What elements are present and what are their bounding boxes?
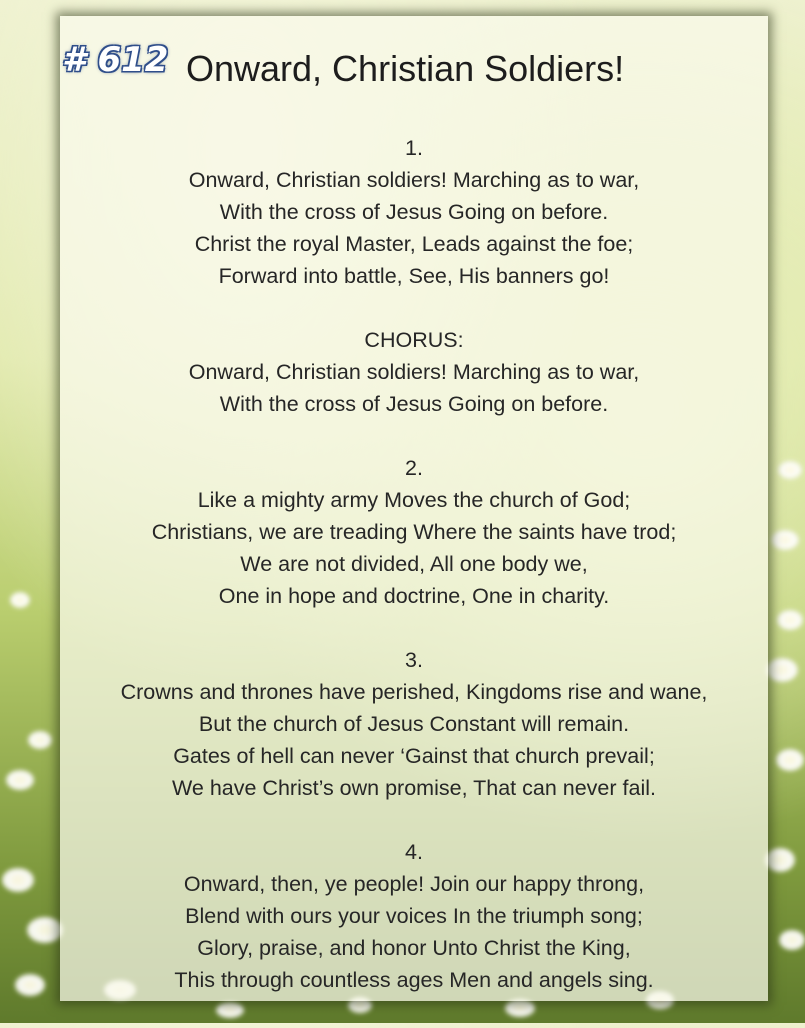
lyric-line: Gates of hell can never ‘Gainst that church prevail; (173, 744, 655, 768)
lyric-line: Onward, then, ye people! Join our happy throng, (183, 872, 645, 896)
hymn-number: # 612 (62, 40, 169, 80)
stanza-label: 2. (405, 456, 423, 480)
lyric-line: Onward, Christian soldiers! Marching as to war, (188, 360, 640, 384)
stanza-3 (60, 644, 768, 804)
lyric-line: This through countless ages Men and angels sing. (174, 968, 654, 992)
lyric-line: With the cross of Jesus Going on before. (219, 200, 609, 224)
stanza-label: 1. (405, 136, 423, 160)
lyric-line: Christians, we are treading Where the saints have trod; (151, 520, 677, 544)
hymn-title: Onward, Christian Soldiers! (186, 48, 625, 89)
lyric-line: Like a mighty army Moves the church of God; (197, 488, 631, 512)
stanza-label: CHORUS: (364, 328, 464, 352)
lyric-line: One in hope and doctrine, One in charity. (218, 584, 610, 608)
lyrics (60, 132, 768, 1028)
lyric-line: Christ the royal Master, Leads against the foe; (194, 232, 634, 256)
lyric-line: We have Christ’s own promise, That can never fail. (172, 776, 656, 800)
stanza-4 (60, 836, 768, 996)
lyric-line: But the church of Jesus Constant will remain. (198, 712, 630, 736)
lyric-line: Blend with ours your voices In the triumph song; (185, 904, 643, 928)
stanza-label: 4. (405, 840, 423, 864)
stanza-1 (60, 132, 768, 292)
lyric-line: With the cross of Jesus Going on before. (219, 392, 609, 416)
stanza-label: 3. (405, 648, 423, 672)
stanza-2 (60, 452, 768, 612)
lyric-line: Onward, Christian soldiers! Marching as to war, (188, 168, 640, 192)
lyric-line: Glory, praise, and honor Unto Christ the King, (197, 936, 631, 960)
lyric-line: We are not divided, All one body we, (240, 552, 588, 576)
chorus (60, 324, 768, 420)
lyric-line: Crowns and thrones have perished, Kingdoms rise and wane, (120, 680, 708, 704)
lyric-line: Forward into battle, See, His banners go! (218, 264, 610, 288)
